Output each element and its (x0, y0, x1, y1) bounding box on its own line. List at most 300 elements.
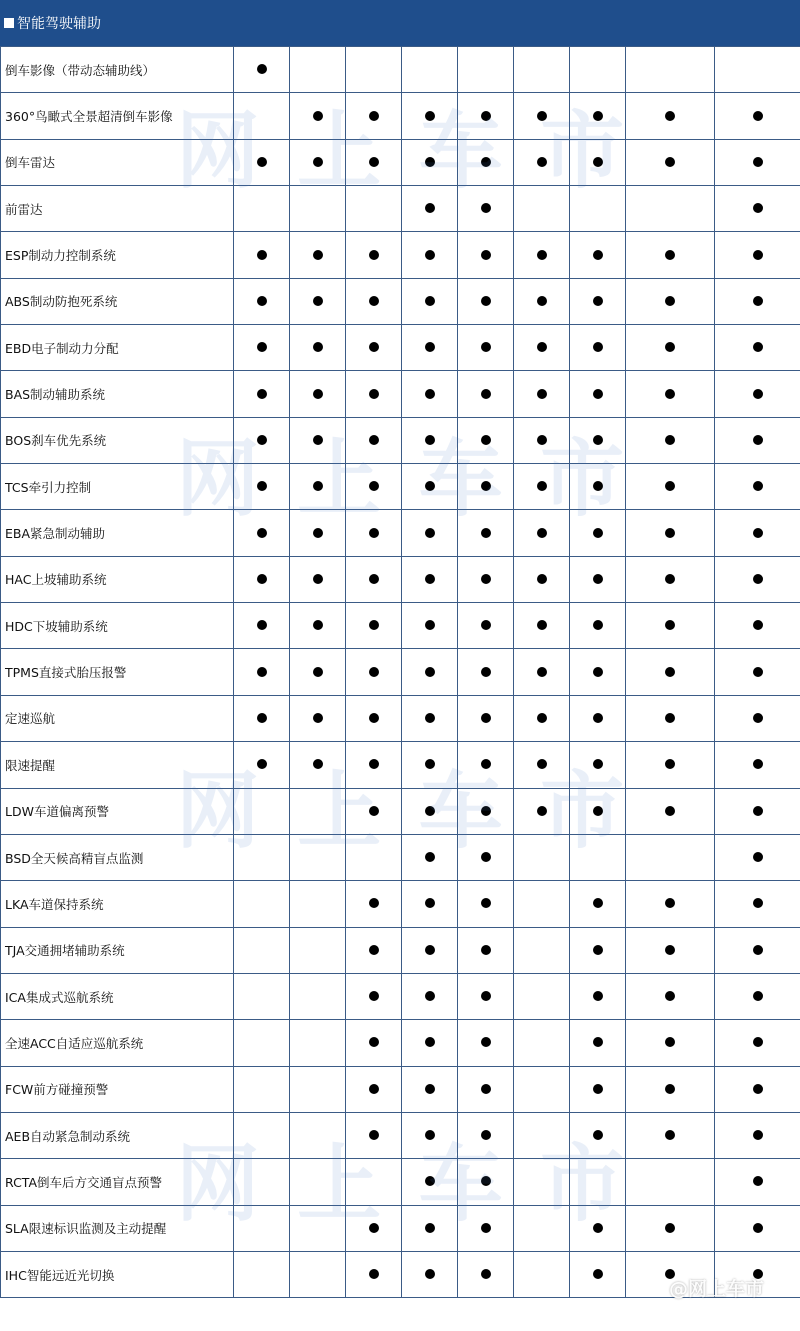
standard-dot-icon (425, 620, 435, 630)
feature-cell (234, 927, 290, 973)
feature-cell (402, 649, 458, 695)
feature-cell (402, 1066, 458, 1112)
standard-dot-icon (369, 1084, 379, 1094)
table-row (1, 1112, 800, 1158)
standard-dot-icon (753, 1176, 763, 1186)
feature-cell (346, 47, 402, 93)
feature-cell (715, 47, 800, 93)
feature-cell (234, 186, 290, 232)
feature-cell (234, 232, 290, 278)
feature-cell (402, 417, 458, 463)
feature-cell (290, 232, 346, 278)
feature-cell (458, 1159, 514, 1205)
standard-dot-icon (313, 250, 323, 260)
feature-cell (626, 371, 715, 417)
feature-cell (570, 1159, 626, 1205)
standard-dot-icon (665, 759, 675, 769)
feature-cell (514, 973, 570, 1019)
feature-cell (458, 927, 514, 973)
standard-dot-icon (593, 1037, 603, 1047)
feature-cell (402, 881, 458, 927)
feature-label: 倒车影像（带动态辅助线） (1, 47, 234, 93)
feature-cell (626, 186, 715, 232)
standard-dot-icon (753, 1037, 763, 1047)
standard-dot-icon (593, 528, 603, 538)
feature-label: LDW车道偏离预警 (1, 788, 234, 834)
feature-cell (402, 834, 458, 880)
standard-dot-icon (537, 389, 547, 399)
feature-cell (514, 742, 570, 788)
standard-dot-icon (481, 435, 491, 445)
feature-cell (346, 649, 402, 695)
standard-dot-icon (753, 111, 763, 121)
feature-cell (514, 881, 570, 927)
feature-cell (402, 1020, 458, 1066)
feature-cell (626, 139, 715, 185)
standard-dot-icon (369, 620, 379, 630)
feature-cell (458, 1205, 514, 1251)
standard-dot-icon (425, 1176, 435, 1186)
feature-cell (290, 1205, 346, 1251)
standard-dot-icon (481, 898, 491, 908)
standard-dot-icon (593, 991, 603, 1001)
feature-cell (346, 325, 402, 371)
feature-cell (290, 1020, 346, 1066)
feature-cell (346, 1159, 402, 1205)
standard-dot-icon (481, 806, 491, 816)
standard-dot-icon (313, 574, 323, 584)
feature-cell (570, 417, 626, 463)
standard-dot-icon (425, 342, 435, 352)
feature-cell (514, 834, 570, 880)
feature-cell (290, 742, 346, 788)
feature-cell (626, 47, 715, 93)
feature-cell (234, 834, 290, 880)
standard-dot-icon (313, 157, 323, 167)
standard-dot-icon (753, 157, 763, 167)
feature-cell (346, 742, 402, 788)
feature-cell (715, 278, 800, 324)
feature-cell (626, 556, 715, 602)
feature-label: BOS刹车优先系统 (1, 417, 234, 463)
standard-dot-icon (665, 1084, 675, 1094)
feature-cell (346, 788, 402, 834)
feature-cell (234, 278, 290, 324)
standard-dot-icon (313, 435, 323, 445)
standard-dot-icon (257, 667, 267, 677)
feature-cell (234, 1251, 290, 1297)
feature-label: 360°鸟瞰式全景超清倒车影像 (1, 93, 234, 139)
feature-cell (715, 1112, 800, 1158)
feature-label: ESP制动力控制系统 (1, 232, 234, 278)
standard-dot-icon (593, 806, 603, 816)
feature-cell (514, 186, 570, 232)
standard-dot-icon (257, 528, 267, 538)
feature-cell (715, 973, 800, 1019)
standard-dot-icon (481, 1130, 491, 1140)
feature-cell (234, 1020, 290, 1066)
standard-dot-icon (593, 898, 603, 908)
standard-dot-icon (753, 945, 763, 955)
feature-cell (570, 325, 626, 371)
standard-dot-icon (481, 528, 491, 538)
feature-cell (514, 417, 570, 463)
feature-cell (458, 742, 514, 788)
standard-dot-icon (257, 435, 267, 445)
feature-cell (458, 510, 514, 556)
standard-dot-icon (369, 389, 379, 399)
table-row (1, 371, 800, 417)
table-row (1, 464, 800, 510)
standard-dot-icon (665, 111, 675, 121)
standard-dot-icon (593, 157, 603, 167)
watermark: 网 上 车 市 (175, 101, 655, 200)
feature-cell (715, 1020, 800, 1066)
standard-dot-icon (537, 806, 547, 816)
standard-dot-icon (313, 620, 323, 630)
feature-cell (570, 973, 626, 1019)
table-row (1, 139, 800, 185)
table-row (1, 232, 800, 278)
feature-cell (234, 1159, 290, 1205)
watermark: 网 上 车 市 (175, 761, 655, 860)
feature-cell (570, 93, 626, 139)
feature-cell (715, 464, 800, 510)
standard-dot-icon (753, 342, 763, 352)
table-row (1, 927, 800, 973)
table-row (1, 47, 800, 93)
feature-cell (570, 881, 626, 927)
feature-cell (234, 93, 290, 139)
standard-dot-icon (753, 806, 763, 816)
standard-dot-icon (593, 435, 603, 445)
feature-cell (402, 93, 458, 139)
standard-dot-icon (665, 342, 675, 352)
feature-cell (346, 1066, 402, 1112)
feature-cell (290, 1112, 346, 1158)
feature-cell (570, 371, 626, 417)
feature-cell (402, 278, 458, 324)
feature-label: HDC下坡辅助系统 (1, 603, 234, 649)
feature-cell (290, 417, 346, 463)
feature-cell (402, 47, 458, 93)
feature-cell (346, 927, 402, 973)
table-row (1, 556, 800, 602)
standard-dot-icon (665, 250, 675, 260)
feature-cell (402, 1205, 458, 1251)
standard-dot-icon (665, 806, 675, 816)
feature-cell (402, 186, 458, 232)
feature-label: 限速提醒 (1, 742, 234, 788)
feature-cell (346, 1020, 402, 1066)
feature-cell (570, 278, 626, 324)
feature-cell (626, 881, 715, 927)
feature-cell (570, 1020, 626, 1066)
feature-cell (346, 695, 402, 741)
feature-cell (234, 325, 290, 371)
feature-cell (234, 788, 290, 834)
feature-cell (458, 417, 514, 463)
standard-dot-icon (481, 1176, 491, 1186)
feature-cell (402, 927, 458, 973)
table-row (1, 1066, 800, 1112)
feature-cell (234, 649, 290, 695)
feature-label: BSD全天候高精盲点监测 (1, 834, 234, 880)
standard-dot-icon (665, 667, 675, 677)
standard-dot-icon (425, 991, 435, 1001)
standard-dot-icon (665, 898, 675, 908)
standard-dot-icon (425, 481, 435, 491)
standard-dot-icon (753, 1223, 763, 1233)
feature-cell (570, 139, 626, 185)
table-row (1, 881, 800, 927)
feature-cell (234, 1112, 290, 1158)
table-row (1, 325, 800, 371)
standard-dot-icon (257, 759, 267, 769)
feature-cell (290, 464, 346, 510)
feature-cell (626, 1205, 715, 1251)
standard-dot-icon (665, 1130, 675, 1140)
feature-cell (234, 1205, 290, 1251)
standard-dot-icon (537, 157, 547, 167)
feature-cell (715, 1066, 800, 1112)
feature-cell (715, 1159, 800, 1205)
standard-dot-icon (481, 620, 491, 630)
standard-dot-icon (425, 435, 435, 445)
standard-dot-icon (593, 481, 603, 491)
standard-dot-icon (369, 1037, 379, 1047)
standard-dot-icon (369, 1269, 379, 1279)
feature-cell (290, 1066, 346, 1112)
standard-dot-icon (369, 435, 379, 445)
standard-dot-icon (481, 713, 491, 723)
standard-dot-icon (369, 713, 379, 723)
standard-dot-icon (593, 574, 603, 584)
standard-dot-icon (313, 667, 323, 677)
feature-cell (402, 464, 458, 510)
feature-cell (290, 510, 346, 556)
feature-cell (514, 278, 570, 324)
feature-cell (570, 464, 626, 510)
feature-cell (402, 371, 458, 417)
feature-cell (458, 325, 514, 371)
standard-dot-icon (593, 620, 603, 630)
standard-dot-icon (257, 574, 267, 584)
feature-cell (626, 973, 715, 1019)
standard-dot-icon (425, 1269, 435, 1279)
feature-cell (626, 649, 715, 695)
feature-cell (626, 834, 715, 880)
table-row (1, 93, 800, 139)
feature-label: EBA紧急制动辅助 (1, 510, 234, 556)
feature-cell (514, 1066, 570, 1112)
feature-cell (234, 603, 290, 649)
feature-cell (458, 464, 514, 510)
standard-dot-icon (665, 389, 675, 399)
standard-dot-icon (425, 157, 435, 167)
standard-dot-icon (753, 1130, 763, 1140)
standard-dot-icon (593, 342, 603, 352)
feature-cell (346, 186, 402, 232)
standard-dot-icon (593, 945, 603, 955)
feature-cell (458, 695, 514, 741)
feature-cell (290, 186, 346, 232)
standard-dot-icon (313, 296, 323, 306)
table-row (1, 1205, 800, 1251)
feature-cell (715, 93, 800, 139)
feature-cell (626, 417, 715, 463)
feature-cell (626, 1112, 715, 1158)
feature-cell (234, 371, 290, 417)
feature-cell (570, 47, 626, 93)
feature-cell (458, 371, 514, 417)
standard-dot-icon (481, 250, 491, 260)
feature-cell (715, 232, 800, 278)
standard-dot-icon (593, 667, 603, 677)
feature-label: EBD电子制动力分配 (1, 325, 234, 371)
standard-dot-icon (665, 1037, 675, 1047)
feature-cell (570, 1112, 626, 1158)
standard-dot-icon (425, 528, 435, 538)
feature-cell (234, 556, 290, 602)
standard-dot-icon (369, 945, 379, 955)
watermark: 网 上 车 市 (175, 1134, 655, 1233)
feature-cell (514, 927, 570, 973)
standard-dot-icon (425, 250, 435, 260)
feature-cell (402, 1251, 458, 1297)
feature-cell (715, 139, 800, 185)
standard-dot-icon (753, 481, 763, 491)
feature-cell (715, 371, 800, 417)
table-row (1, 834, 800, 880)
standard-dot-icon (425, 713, 435, 723)
standard-dot-icon (665, 620, 675, 630)
table-row (1, 973, 800, 1019)
feature-label: 倒车雷达 (1, 139, 234, 185)
feature-cell (458, 93, 514, 139)
feature-cell (290, 881, 346, 927)
standard-dot-icon (425, 667, 435, 677)
standard-dot-icon (369, 574, 379, 584)
feature-cell (290, 371, 346, 417)
standard-dot-icon (537, 574, 547, 584)
feature-cell (402, 603, 458, 649)
feature-cell (290, 973, 346, 1019)
standard-dot-icon (593, 250, 603, 260)
feature-cell (514, 47, 570, 93)
standard-dot-icon (537, 528, 547, 538)
feature-cell (458, 556, 514, 602)
feature-cell (346, 603, 402, 649)
feature-cell (290, 139, 346, 185)
feature-cell (514, 325, 570, 371)
standard-dot-icon (313, 481, 323, 491)
feature-cell (458, 649, 514, 695)
standard-dot-icon (593, 1223, 603, 1233)
feature-cell (346, 1112, 402, 1158)
feature-cell (458, 1066, 514, 1112)
standard-dot-icon (593, 713, 603, 723)
feature-cell (346, 232, 402, 278)
feature-label: SLA限速标识监测及主动提醒 (1, 1205, 234, 1251)
feature-cell (234, 510, 290, 556)
feature-cell (346, 278, 402, 324)
standard-dot-icon (753, 528, 763, 538)
standard-dot-icon (481, 759, 491, 769)
standard-dot-icon (313, 389, 323, 399)
feature-cell (402, 1112, 458, 1158)
feature-cell (346, 973, 402, 1019)
feature-cell (514, 695, 570, 741)
standard-dot-icon (481, 574, 491, 584)
feature-cell (290, 93, 346, 139)
standard-dot-icon (665, 296, 675, 306)
feature-cell (346, 371, 402, 417)
standard-dot-icon (481, 481, 491, 491)
standard-dot-icon (425, 203, 435, 213)
standard-dot-icon (369, 1223, 379, 1233)
feature-cell (514, 603, 570, 649)
feature-cell (346, 1251, 402, 1297)
standard-dot-icon (753, 1084, 763, 1094)
standard-dot-icon (593, 111, 603, 121)
standard-dot-icon (313, 111, 323, 121)
standard-dot-icon (593, 296, 603, 306)
feature-cell (234, 973, 290, 1019)
standard-dot-icon (257, 620, 267, 630)
feature-cell (570, 742, 626, 788)
standard-dot-icon (257, 389, 267, 399)
feature-cell (346, 834, 402, 880)
table-row (1, 649, 800, 695)
standard-dot-icon (537, 250, 547, 260)
feature-cell (626, 93, 715, 139)
feature-cell (715, 556, 800, 602)
feature-cell (402, 139, 458, 185)
table-row (1, 742, 800, 788)
feature-cell (570, 603, 626, 649)
feature-label: HAC上坡辅助系统 (1, 556, 234, 602)
feature-cell (458, 1112, 514, 1158)
table-row (1, 278, 800, 324)
standard-dot-icon (425, 852, 435, 862)
feature-cell (458, 47, 514, 93)
standard-dot-icon (481, 111, 491, 121)
feature-cell (514, 1020, 570, 1066)
standard-dot-icon (753, 759, 763, 769)
feature-cell (715, 695, 800, 741)
standard-dot-icon (481, 389, 491, 399)
standard-dot-icon (481, 296, 491, 306)
corner-watermark: @网上车市 (668, 1278, 764, 1300)
feature-cell (715, 742, 800, 788)
standard-dot-icon (537, 481, 547, 491)
feature-cell (715, 1205, 800, 1251)
feature-cell (626, 1020, 715, 1066)
table-row (1, 1159, 800, 1205)
feature-cell (402, 788, 458, 834)
standard-dot-icon (753, 667, 763, 677)
feature-label: LKA车道保持系统 (1, 881, 234, 927)
standard-dot-icon (425, 296, 435, 306)
standard-dot-icon (425, 1223, 435, 1233)
feature-cell (402, 695, 458, 741)
feature-cell (290, 1251, 346, 1297)
feature-cell (626, 278, 715, 324)
standard-dot-icon (481, 1223, 491, 1233)
standard-dot-icon (665, 574, 675, 584)
feature-cell (346, 139, 402, 185)
